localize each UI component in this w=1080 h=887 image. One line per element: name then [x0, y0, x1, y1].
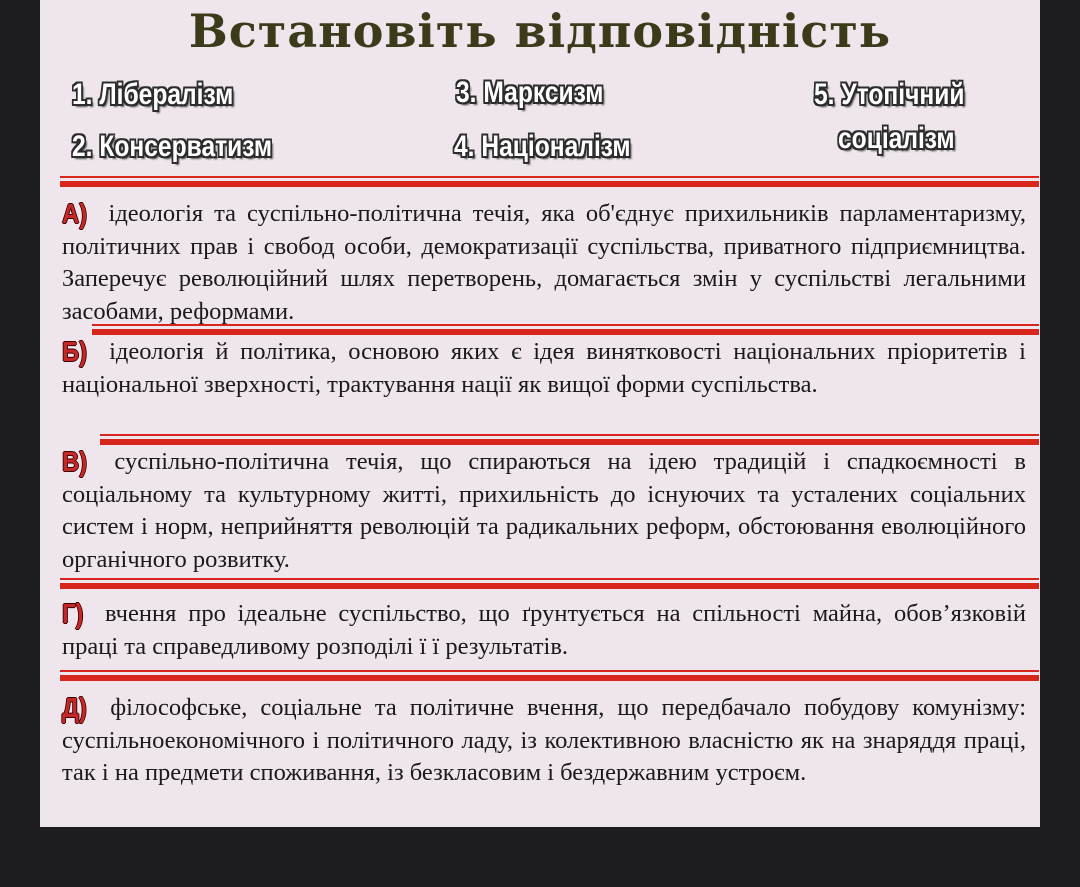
- definition-h: [62, 598, 1026, 663]
- option-4: 4. Націоналізм: [454, 130, 631, 163]
- definition-text: вчення про ідеальне суспільство, що ґрунтується на спільності майна, обов’язковій праці та справедливому розподілі ї ї результатів.: [62, 600, 1026, 660]
- option-5-line1: 5. Утопічний: [814, 78, 965, 111]
- definition-b: [62, 336, 1026, 401]
- divider: [60, 176, 1039, 187]
- letter-badge: Д): [62, 692, 87, 723]
- definition-d: [62, 692, 1026, 790]
- definition-text: ідеологія та суспільно-політична течія, яка об'єднує прихильників парламентаризму, політичних прав і свобод особи, демократизації суспільства, приватного підприємництва. Заперечує революційний шлях перетворень, домагається змін у суспільстві легальними засобами, реформами.: [62, 200, 1027, 325]
- slide-title: Встановіть відповідність: [188, 4, 892, 58]
- divider: [60, 670, 1039, 681]
- definition-v: [62, 446, 1026, 576]
- letter-badge: Г): [62, 598, 84, 629]
- definition-text: ідеологія й політика, основою яких є ідея винятковості національних пріоритетів і національної зверхності, трактування нації як вищої форми суспільства.: [62, 338, 1026, 398]
- letter-badge: Б): [62, 336, 88, 367]
- letter-badge: В): [62, 446, 88, 477]
- divider: [100, 434, 1039, 445]
- option-5-line2: соціалізм: [838, 122, 955, 155]
- option-1: 1. Лібералізм: [72, 78, 234, 111]
- definition-text: суспільно-політична течія, що спираються на ідею традицій і спадкоємності в соціальному та культурному житті, прихильність до існуючих та усталених соціальних систем і норм, неприйняття революцій та радикальних реформ, обстоювання еволюційного органічного розвитку.: [62, 448, 1026, 573]
- letter-badge: А): [62, 198, 88, 229]
- divider: [60, 578, 1039, 589]
- definition-text: філософське, соціальне та політичне вчення, що передбачало побудову комунізму: суспільноекономічного і політичного ладу, із колективною власністю як на знаряддя праці, так і на предмети споживання, із безкласовим і бездержавним устроєм.: [62, 694, 1026, 786]
- definition-a: [62, 198, 1026, 328]
- option-2: 2. Консерватизм: [72, 130, 273, 163]
- option-3: 3. Марксизм: [456, 76, 604, 109]
